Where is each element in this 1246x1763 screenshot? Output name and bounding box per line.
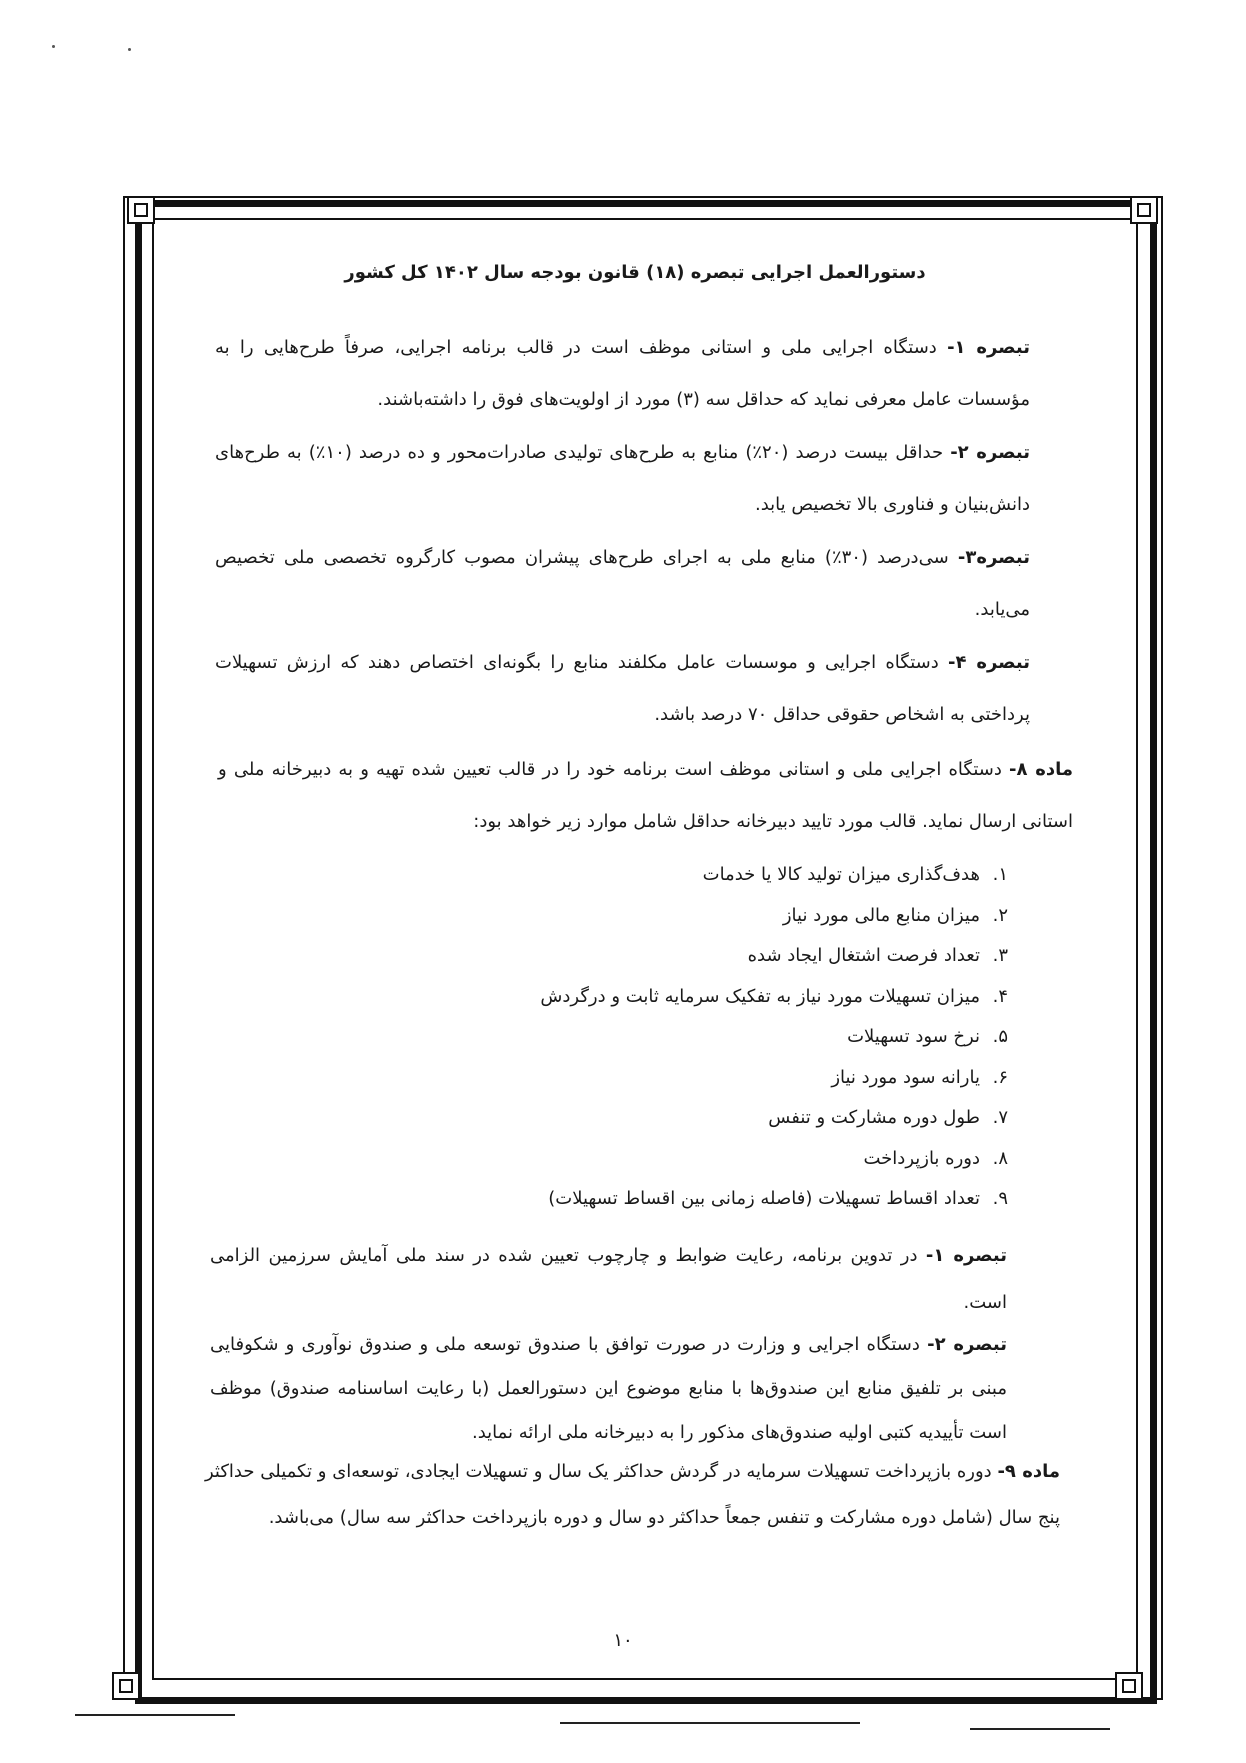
list-item: ۷.طول دوره مشارکت و تنفس (768, 1107, 1008, 1128)
list-item: ۱.هدف‌گذاری میزان تولید کالا یا خدمات (702, 864, 1008, 885)
frame-corner-ornament (1130, 196, 1158, 224)
requirements-list (540, 855, 1008, 1220)
scan-rule (75, 1714, 235, 1716)
article-label: ماده ۸- (1009, 759, 1073, 780)
note-label: تبصره ۴- (948, 652, 1030, 673)
document-title: دستورالعمل اجرایی تبصره (۱۸) قانون بودجه سال ۱۴۰۲ کل کشور (344, 262, 926, 283)
scan-speck (128, 48, 131, 51)
article-paragraph (205, 1449, 1060, 1541)
page-number: ۱۰ (613, 1630, 633, 1651)
list-item: ۳.تعداد فرصت اشتغال ایجاد شده (747, 945, 1008, 966)
note-label: تبصره ۲- (927, 1334, 1007, 1355)
list-item: ۲.میزان منابع مالی مورد نیاز (782, 904, 1008, 926)
list-item: ۴.میزان تسهیلات مورد نیاز به تفکیک سرمایه ثابت و درگردش (540, 985, 1008, 1007)
note-label: تبصره ۱- (947, 337, 1030, 358)
note-paragraph (215, 322, 1030, 426)
scan-speck (52, 45, 55, 48)
frame-corner-ornament (112, 1672, 140, 1700)
note-paragraph (210, 1232, 1007, 1326)
list-item: ۸.دوره بازپرداخت (863, 1147, 1008, 1169)
frame-corner-ornament (1115, 1672, 1143, 1700)
article-text: دوره بازپرداخت تسهیلات سرمایه در گردش حداکثر یک سال و تسهیلات ایجادی، توسعه‌ای و تکمیلی حداکثر پنج سال (شامل دوره مشارکت و تنفس جمعاً حداکثر دو سال و دوره بازپرداخت حداکثر سه سال) می‌باشد. (205, 1461, 1060, 1528)
note-text: سی‌درصد (۳۰٪) منابع ملی به اجرای طرح‌های پیشران مصوب کارگروه تخصصی ملی تخصیص می‌یابد. (215, 547, 1030, 620)
note-text: حداقل بیست درصد (۲۰٪) منابع به طرح‌های تولیدی صادرات‌محور و ده درصد (۱۰٪) به طرح‌های دانش‌بنیان و فناوری بالا تخصیص یابد. (215, 442, 1030, 515)
scan-rule (970, 1728, 1110, 1730)
note-paragraph (215, 427, 1030, 531)
article-paragraph (218, 744, 1073, 848)
list-item: ۵.نرخ سود تسهیلات (847, 1026, 1008, 1047)
frame-corner-ornament (127, 196, 155, 224)
list-item: ۹.تعداد اقساط تسهیلات (فاصله زمانی بین اقساط تسهیلات) (548, 1188, 1008, 1209)
note-label: تبصره ۲- (950, 442, 1030, 463)
note-text: دستگاه اجرایی و وزارت در صورت توافق با صندوق توسعه ملی و صندوق نوآوری و شکوفایی مبنی بر تلفیق منابع این صندوق‌ها با منابع موضوع این دستورالعمل (با رعایت اساسنامه صندوق) موظف است تأییدیه کتبی اولیه صندوق‌های مذکور را به دبیرخانه ملی ارائه نماید. (210, 1334, 1007, 1443)
note-label: تبصره ۱- (925, 1245, 1007, 1266)
note-text: در تدوین برنامه، رعایت ضوابط و چارچوب تعیین شده در سند ملی آمایش سرزمین الزامی است. (210, 1245, 1007, 1313)
article-text: دستگاه اجرایی ملی و استانی موظف است برنامه خود را در قالب تعیین شده تهیه و به دبیرخانه ملی و استانی ارسال نماید. قالب مورد تایید دبیرخانه حداقل شامل موارد زیر خواهد بود: (218, 759, 1073, 832)
note-text: دستگاه اجرایی ملی و استانی موظف است در قالب برنامه اجرایی، صرفاً طرح‌هایی را به مؤسسات عامل معرفی نماید که حداقل سه (۳) مورد از اولویت‌های فوق را داشته‌باشند. (215, 337, 1030, 410)
note-text: دستگاه اجرایی و موسسات عامل مکلفند منابع را بگونه‌ای اختصاص دهند که ارزش تسهیلات پرداختی به اشخاص حقوقی حداقل ۷۰ درصد باشد. (215, 652, 1030, 725)
list-item: ۶.یارانه سود مورد نیاز (831, 1066, 1008, 1088)
note-paragraph (210, 1323, 1007, 1455)
note-paragraph (215, 532, 1030, 636)
scan-rule (560, 1722, 860, 1724)
article-label: ماده ۹- (997, 1461, 1060, 1482)
note-label: تبصره۳- (957, 547, 1030, 568)
note-paragraph (215, 637, 1030, 741)
